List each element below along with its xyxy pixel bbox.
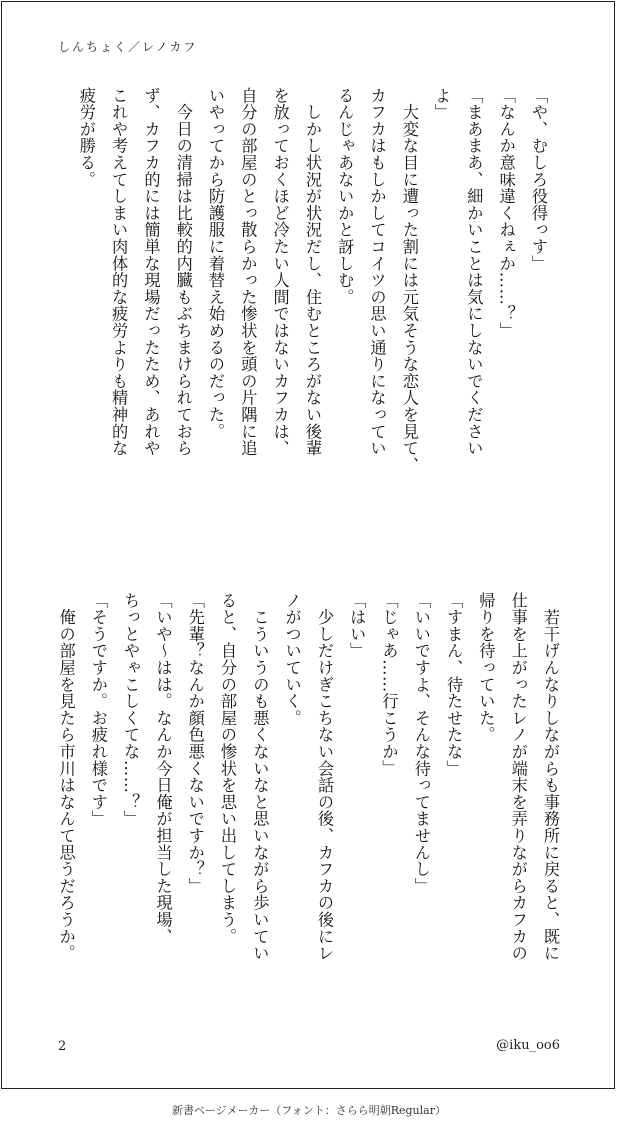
text-line: ると、自分の部屋の惨状を思い出してしまう。 <box>218 592 238 945</box>
text-line: 仕事を上がったレノが端末を弄りながらカフカの <box>508 592 528 962</box>
text-line: 「先輩？なんか顔色悪くないですか？」 <box>185 592 205 895</box>
text-line: よ」 <box>432 87 452 121</box>
text-line: 「まあまあ、細かいことは気にしないでください <box>464 87 484 457</box>
text-line: こういうのも悪くないなと思いながら歩いてい <box>250 592 270 962</box>
text-line: 若干げんなりしながらも事務所に戻ると、既に <box>541 592 560 962</box>
text-line: 「すまん、待たせたな」 <box>444 592 464 777</box>
text-line: 大変な目に遭った割には元気そうな恋人を見て、 <box>399 87 419 474</box>
page-frame <box>1 1 615 1089</box>
upper-text-column <box>70 87 554 527</box>
generator-caption: 新書ページメーカー（フォント：さらら明朝Regular） <box>172 1104 446 1117</box>
text-line: これや考えてしまい肉体的な疲労よりも精神的な <box>109 87 129 457</box>
running-header: しんちょく／レノカフ <box>58 40 198 54</box>
author-handle: @iku_oo6 <box>496 1038 560 1053</box>
text-line: 少しだけぎこちない会話の後、カフカの後にレ <box>314 592 334 962</box>
text-line: いやってから防護服に着替え始めるのだった。 <box>206 87 226 440</box>
text-line: 帰りを待っていた。 <box>476 592 496 744</box>
page-number: 2 <box>58 1039 67 1054</box>
text-line: ず、カフカ的には簡単な現場だったため、あれや <box>141 87 161 457</box>
text-line: 「そうですか。お疲れ様です」 <box>88 592 108 828</box>
text-line: 俺の部屋を見たら市川はなんて思うだろうか。 <box>56 592 76 962</box>
text-line: 疲労が勝る。 <box>76 87 96 188</box>
lower-text-column <box>49 592 566 1032</box>
text-line: 「いや～はは。なんか今日俺が担当した現場、 <box>153 592 173 945</box>
text-line: ちっとやゃこしくてな……？」 <box>121 592 141 828</box>
text-line: 「なんか意味違くねぇか……？」 <box>496 87 516 339</box>
text-line: るんじゃあないかと訝しむ。 <box>335 87 355 306</box>
text-line: ノがついていく。 <box>282 592 302 727</box>
text-line: 「や、むしろ役得っす」 <box>529 87 548 272</box>
text-line: 自分の部屋のとっ散らかった惨状を頭の片隅に追 <box>238 87 258 457</box>
text-line: 「はい」 <box>347 592 367 660</box>
text-line: 「じゃあ……行こうか」 <box>379 592 399 777</box>
text-line: 今日の清掃は比較的内臓もぶちまけられておら <box>173 87 193 457</box>
text-line: を放っておくほど冷たい人間ではないカフカは、 <box>270 87 290 457</box>
text-line: しかし状況が状況だし、住むところがない後輩 <box>302 87 322 457</box>
text-line: カフカはもしかしてコイツの思い通りになってい <box>367 87 387 457</box>
text-line: 「いいですよ、そんな待ってませんし」 <box>411 592 431 895</box>
